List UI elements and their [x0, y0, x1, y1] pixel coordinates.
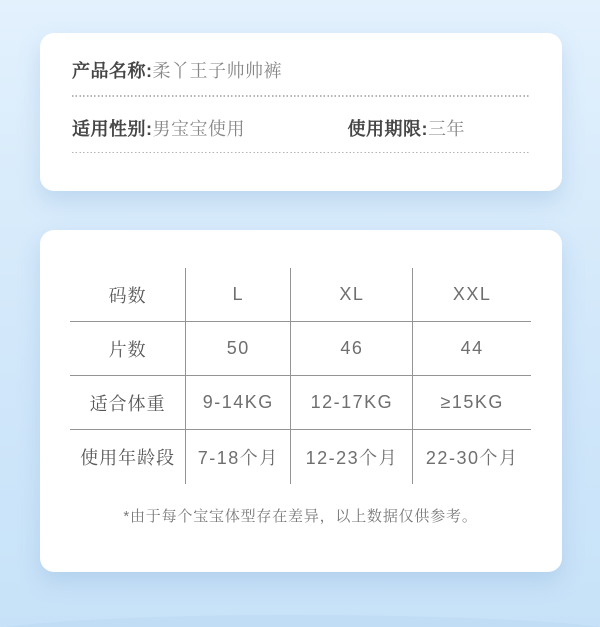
- table-cell: 50: [186, 322, 291, 375]
- table-row-weight: [70, 376, 531, 430]
- gender-period-row: [72, 97, 529, 152]
- table-cell: 7-18个月: [186, 430, 291, 484]
- table-cell: 12-23个月: [291, 430, 413, 484]
- size-table-card: [40, 230, 562, 572]
- gender-pair: [72, 115, 245, 141]
- product-info-card: [40, 33, 562, 191]
- table-cell: 片数: [70, 322, 186, 375]
- table-cell: 46: [291, 322, 413, 375]
- table-cell: XL: [291, 268, 413, 321]
- product-name-value: 柔丫王子帅帅裤: [152, 61, 282, 81]
- table-row-pieces: [70, 322, 531, 376]
- table-row-size: [70, 268, 531, 322]
- period-value: 三年: [428, 119, 465, 140]
- gender-value: 男宝宝使用: [152, 119, 245, 140]
- table-cell: 22-30个月: [425, 448, 519, 468]
- table-cell: 使用年龄段: [70, 430, 186, 484]
- size-table: [70, 268, 531, 484]
- table-row-age: [70, 430, 531, 484]
- bottom-wave-decoration: [0, 615, 600, 627]
- table-cell: 适合体重: [70, 376, 186, 429]
- product-name-row: [72, 33, 529, 95]
- table-footnote: *由于每个宝宝体型存在差异，以上数据仅供参考。: [123, 508, 478, 525]
- table-cell: ≥15KG: [440, 392, 504, 412]
- period-pair: [348, 115, 466, 141]
- table-cell: 9-14KG: [186, 376, 291, 429]
- table-cell: 码数: [70, 268, 186, 321]
- dotted-divider-2: [72, 152, 529, 154]
- table-cell: 44: [460, 338, 484, 358]
- gender-label: 适用性别:: [72, 119, 153, 140]
- table-cell: L: [186, 268, 291, 321]
- table-cell: XXL: [452, 284, 492, 304]
- period-label: 使用期限:: [347, 119, 428, 140]
- table-cell: 12-17KG: [291, 376, 413, 429]
- product-name-label: 产品名称:: [72, 61, 153, 81]
